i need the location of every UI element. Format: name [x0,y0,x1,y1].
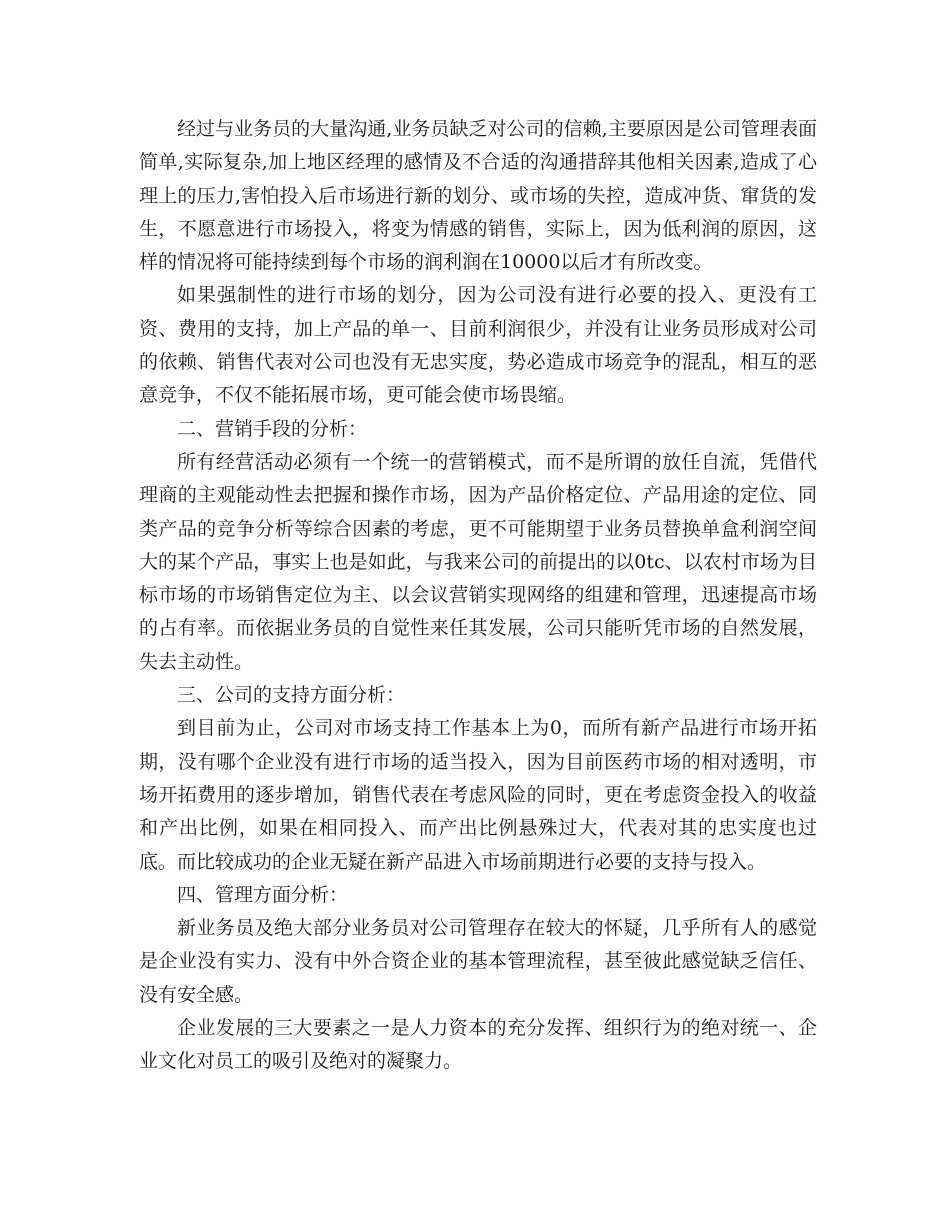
heading-management-analysis: 四、管理方面分析： [177,883,349,906]
paragraph-intro: 经过与业务员的大量沟通,业务员缺乏对公司的信赖,主要原因是公司管理表面简单,实际复杂,加上地区经理的感情及不合适的沟通措辞其他相关因素,造成了心理上的压力,害怕投入后市场进行新的划分、或市场的失控，造成冲货、窜货的发生，不愿意进行市场投入，将变为情感的销售，实际上，因为低利润的原因，这样的情况将可能持续到每个市场的润利润在10000以后才有所改变。 [139,118,817,274]
paragraph-enterprise-elements: 企业发展的三大要素之一是人力资本的充分发挥、组织行为的绝对统一、企业文化对员工的吸引及绝对的凝聚力。 [139,1017,817,1073]
heading-marketing-analysis: 二、营销手段的分析： [177,417,368,440]
document-page [139,113,817,1079]
paragraph-marketing-model: 所有经营活动必须有一个统一的营销模式，而不是所谓的放任自流，凭借代理商的主观能动性去把握和操作市场，因为产品价格定位、产品用途的定位、同类产品的竞争分析等综合因素的考虑，更不可能期望于业务员替换单盒利润空间大的某个产品，事实上也是如此，与我来公司的前提出的以0tc、以农村市场为目标市场的市场销售定位为主、以会议营销实现网络的组建和管理，迅速提高市场的占有率。而依据业务员的自觉性来任其发展，公司只能听凭市场的自然发展，失去主动性。 [139,450,817,673]
paragraph-market-division: 如果强制性的进行市场的划分，因为公司没有进行必要的投入、更没有工资、费用的支持，加上产品的单一、目前利润很少，并没有让业务员形成对公司的依赖、销售代表对公司也没有无忠实度，势必造成市场竞争的混乱，相互的恶意竞争，不仅不能拓展市场，更可能会使市场畏缩。 [139,284,817,407]
heading-company-support: 三、公司的支持方面分析： [177,684,406,707]
paragraph-company-support: 到目前为止，公司对市场支持工作基本上为0，而所有新产品进行市场开拓期，没有哪个企业没有进行市场的适当投入，因为目前医药市场的相对透明，市场开拓费用的逐步增加，销售代表在考虑风险的同时，更在考虑资金投入的收益和产出比例，如果在相同投入、而产出比例悬殊过大，代表对其的忠实度也过底。而比较成功的企业无疑在新产品进入市场前期进行必要的支持与投入。 [139,717,817,873]
paragraph-management-doubt: 新业务员及绝大部分业务员对公司管理存在较大的怀疑，几乎所有人的感觉是企业没有实力、没有中外合资企业的基本管理流程，甚至彼此感觉缺乏信任、没有安全感。 [139,917,817,1006]
